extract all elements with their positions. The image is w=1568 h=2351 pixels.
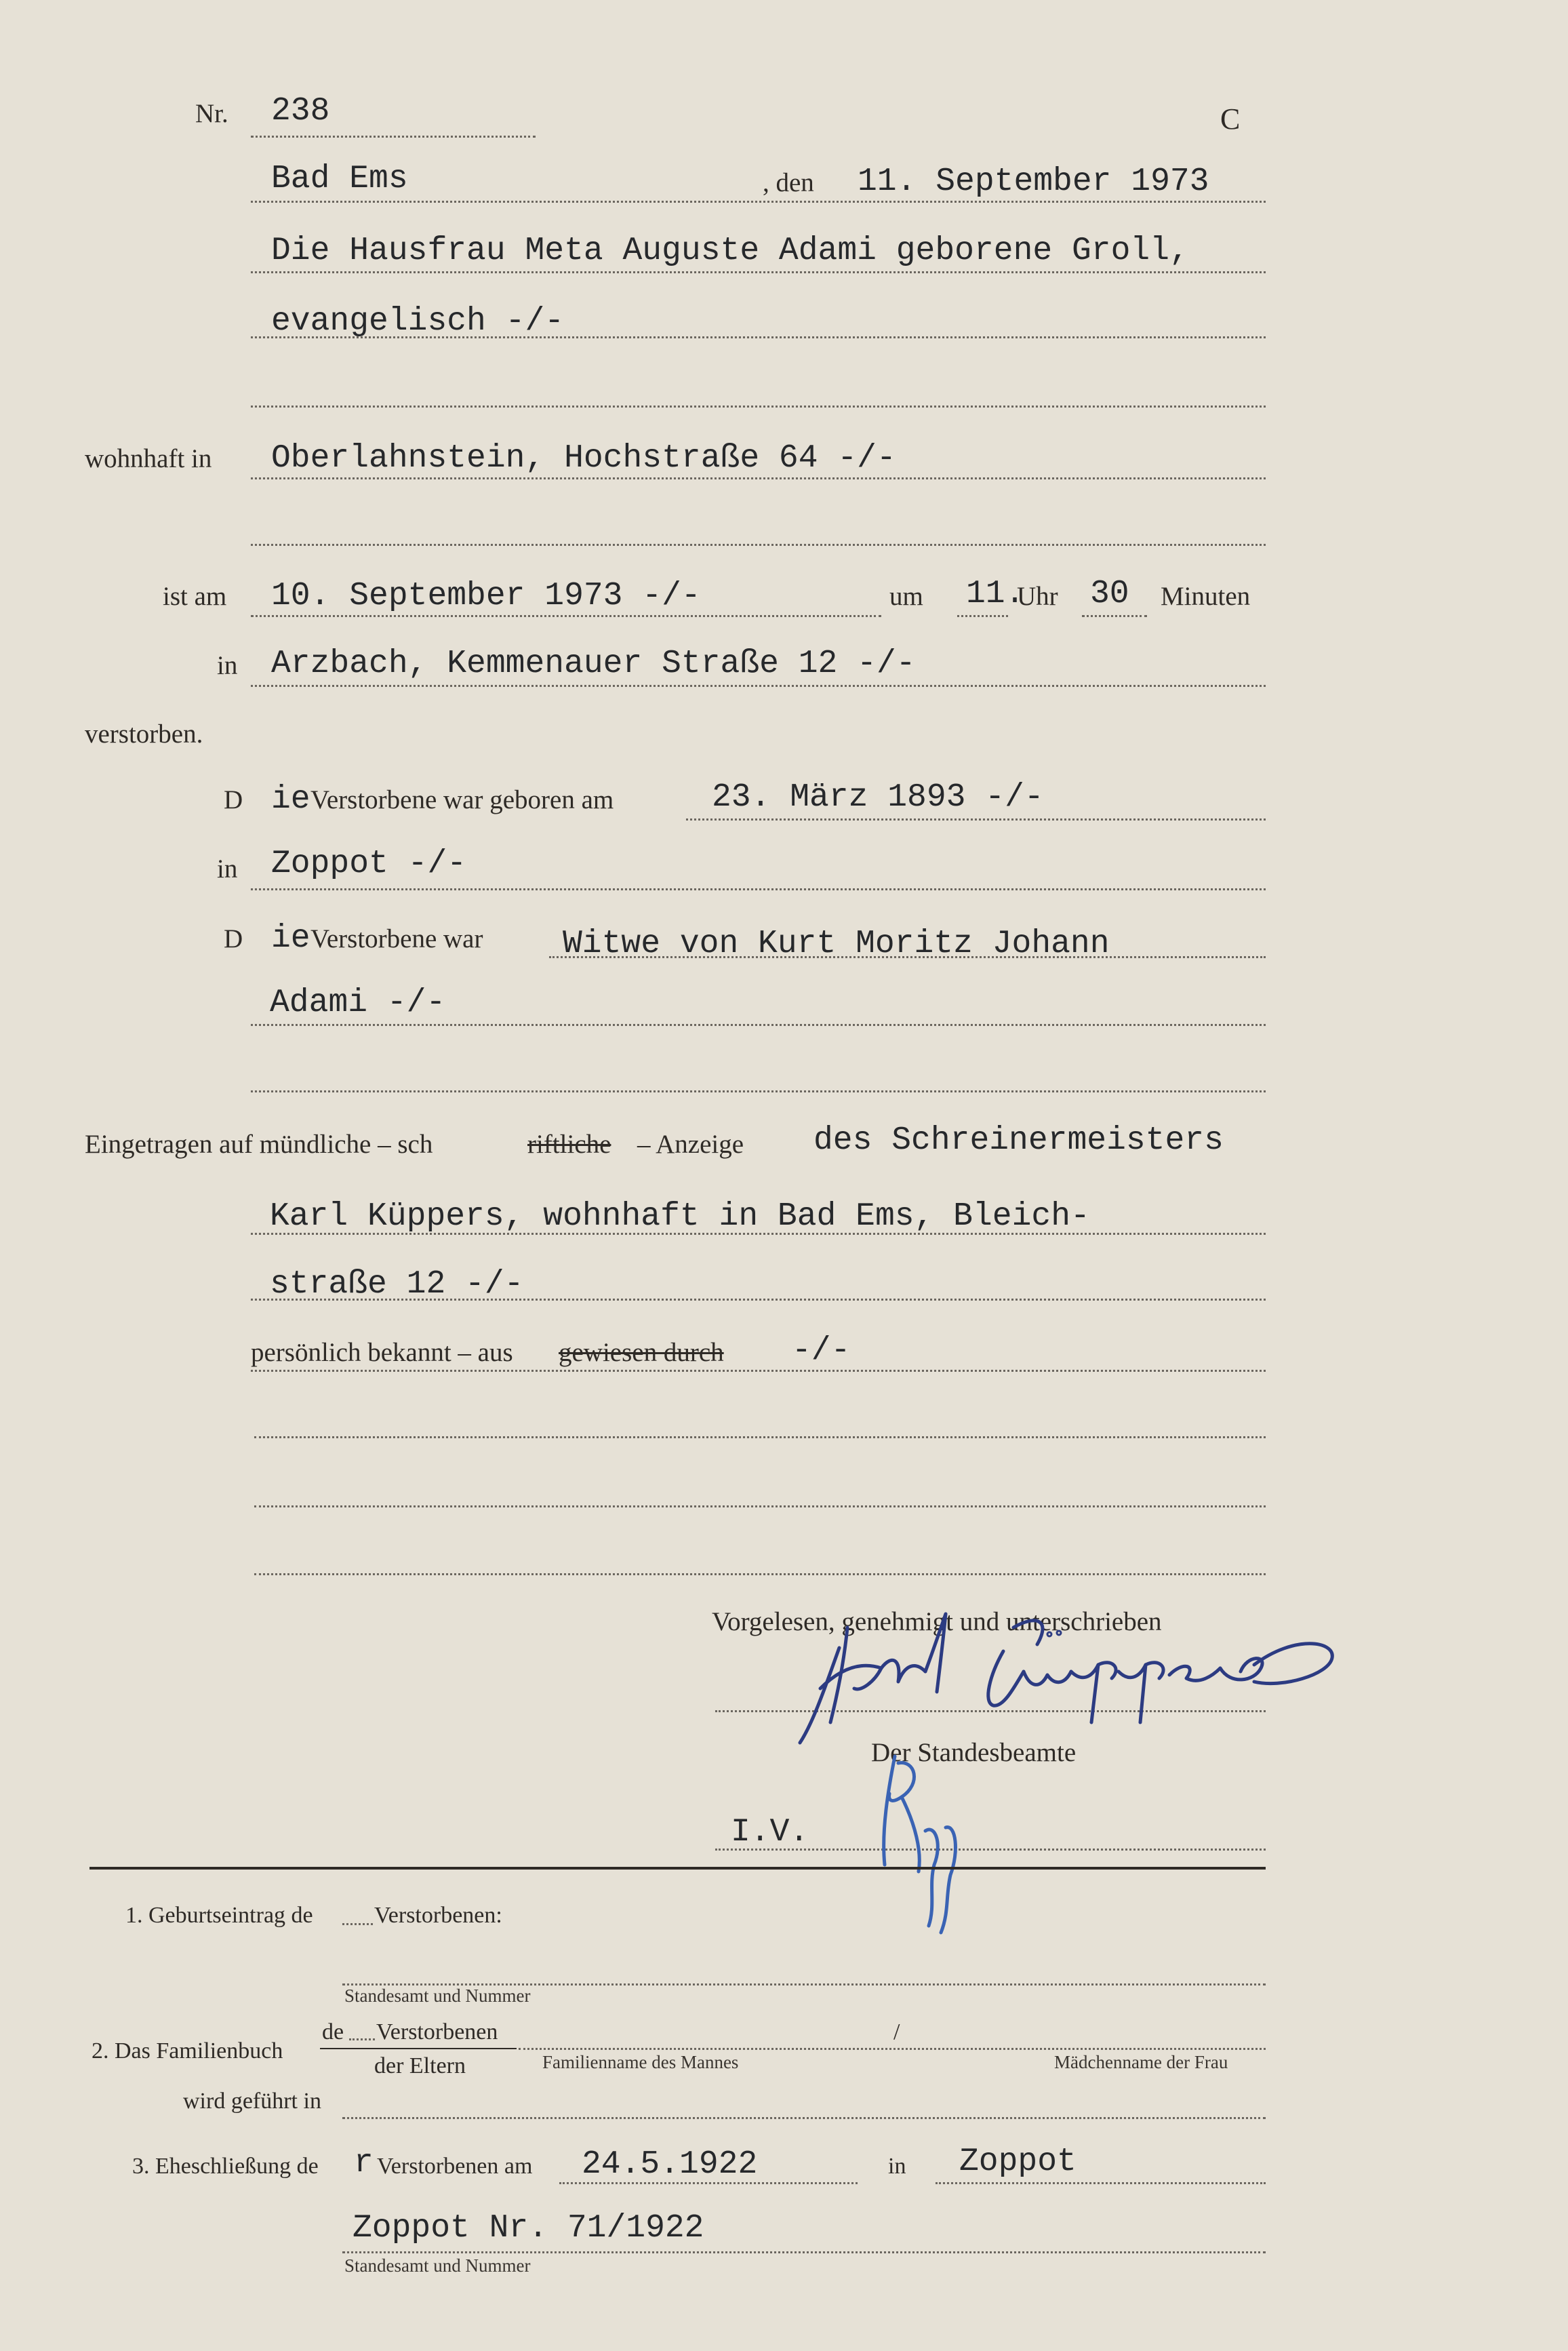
registrar-signature — [861, 1750, 983, 1939]
reg-label-a: Eingetragen auf mündliche – sch — [85, 1130, 433, 1159]
ist-am-label: ist am — [163, 582, 227, 611]
iv-label: I.V. — [731, 1814, 809, 1851]
nr-value: 238 — [271, 93, 330, 130]
known-value: -/- — [792, 1332, 851, 1369]
status-ie-text: ie — [271, 920, 310, 957]
section-divider — [89, 1867, 1266, 1870]
birth-date-value: 23. März 1893 -/- — [712, 779, 1044, 816]
record-date: 11. September 1973 — [858, 163, 1209, 200]
reg-label-struck: riftliche — [527, 1130, 611, 1159]
note-3-r: r — [354, 2145, 374, 2181]
death-place-value: Arzbach, Kemmenauer Straße 12 -/- — [271, 646, 916, 682]
born-d-label: D — [224, 785, 243, 814]
note-2-de: de — [322, 2019, 344, 2044]
nr-line — [251, 136, 536, 138]
note-2-de-blank — [349, 2038, 375, 2040]
wird-label: wird geführt in — [183, 2089, 321, 2114]
marriage-place-value: Zoppot — [959, 2143, 1077, 2180]
death-place-line — [251, 685, 1266, 687]
marriage-register-value: Zoppot Nr. 71/1922 — [353, 2210, 704, 2247]
note-3-label: 3. Eheschließung de — [132, 2154, 319, 2179]
status-line-2-rule — [251, 1024, 1266, 1026]
note-2-name-line — [519, 2048, 1266, 2050]
maedchenname-label: Mädchenname der Frau — [1054, 2052, 1228, 2072]
note-3-in: in — [888, 2154, 906, 2179]
status-line-1: Witwe von Kurt Moritz Johann — [563, 926, 1110, 962]
nr-label: Nr. — [195, 99, 228, 128]
blank-line-6 — [254, 1573, 1266, 1575]
informant-line-2: Karl Küppers, wohnhaft in Bad Ems, Bleich- — [270, 1198, 1090, 1235]
informant-line-3: straße 12 -/- — [270, 1266, 524, 1303]
informant-signature — [780, 1587, 1363, 1750]
reg-label-b: – Anzeige — [637, 1130, 744, 1159]
deceased-line-1-rule — [251, 271, 1266, 273]
known-label-struck: gewiesen durch — [559, 1338, 724, 1367]
familienname-label: Familienname des Mannes — [542, 2052, 739, 2072]
note-3-standesamt-label: Standesamt und Nummer — [344, 2255, 531, 2276]
death-minutes-value: 30 — [1090, 576, 1129, 612]
status-line-2: Adami -/- — [270, 985, 446, 1021]
death-hour-value: 11. — [966, 576, 1025, 612]
deceased-line-2: evangelisch -/- — [271, 303, 565, 340]
birth-place-in-label: in — [217, 854, 238, 884]
note-1-standesamt-label: Standesamt und Nummer — [344, 1985, 531, 2006]
registrar-signature-line — [715, 1849, 1266, 1851]
registrar-label: Der Standesbeamte — [871, 1738, 1077, 1767]
residence-line — [251, 477, 1266, 479]
marriage-register-line — [342, 2251, 1266, 2253]
death-date-line — [251, 615, 881, 617]
blank-line-5 — [254, 1505, 1266, 1507]
residence-value: Oberlahnstein, Hochstraße 64 -/- — [271, 440, 896, 477]
blank-line-4 — [254, 1436, 1266, 1438]
birth-place-line — [251, 888, 1266, 890]
marriage-date-value: 24.5.1922 — [582, 2146, 758, 2183]
note-2-slash: / — [893, 2019, 900, 2044]
status-d-label: D — [224, 924, 243, 953]
place-date-line — [251, 201, 1266, 203]
blank-line-2 — [251, 544, 1266, 546]
known-label-a: persönlich bekannt – aus — [251, 1338, 513, 1367]
death-minutes-line — [1082, 615, 1147, 617]
status-line-1-rule — [549, 956, 1266, 958]
marriage-place-line — [936, 2182, 1266, 2184]
note-1-suffix: Verstorbenen: — [374, 1903, 502, 1928]
note-2-verstorbenen: Verstorbenen — [376, 2019, 498, 2044]
death-date-value: 10. September 1973 -/- — [271, 578, 701, 614]
deceased-line-1: Die Hausfrau Meta Auguste Adami geborene Groll, — [271, 233, 1189, 269]
place-value: Bad Ems — [271, 161, 408, 197]
note-2-label: 2. Das Familienbuch — [92, 2038, 283, 2063]
known-line — [251, 1370, 1266, 1372]
minuten-label: Minuten — [1161, 582, 1251, 611]
note-3-mid: Verstorbenen am — [377, 2154, 533, 2179]
death-place-in-label: in — [217, 651, 238, 680]
read-label: Vorgelesen, genehmigt und unterschrieben — [712, 1607, 1162, 1636]
wohnhaft-label: wohnhaft in — [85, 444, 212, 473]
informant-line-1: des Schreinermeisters — [813, 1122, 1224, 1159]
status-label: Verstorbene war — [310, 924, 483, 953]
birth-date-line — [686, 818, 1266, 821]
blank-line-3 — [251, 1090, 1266, 1092]
note-1-blank — [342, 1923, 373, 1925]
note-2-eltern: der Eltern — [374, 2053, 466, 2078]
verstorben-label: verstorben. — [85, 719, 203, 749]
deceased-line-2-rule — [251, 336, 1266, 338]
blank-line-1 — [251, 406, 1266, 408]
birth-place-value: Zoppot -/- — [271, 846, 467, 882]
born-ie-text: ie — [271, 781, 310, 818]
note-1-label: 1. Geburtseintrag de — [125, 1903, 313, 1928]
death-hour-line — [957, 615, 1008, 617]
uhr-label: Uhr — [1017, 582, 1058, 611]
informant-line-2-rule — [251, 1233, 1266, 1235]
um-label: um — [889, 582, 923, 611]
born-label: Verstorbene war geboren am — [310, 785, 614, 814]
den-label: , den — [763, 168, 814, 197]
marriage-date-line — [559, 2182, 858, 2184]
form-letter: C — [1220, 102, 1241, 136]
informant-line-3-rule — [251, 1299, 1266, 1301]
note-2-place-line — [342, 2117, 1266, 2119]
note-2-fraction-bar — [320, 2048, 517, 2049]
